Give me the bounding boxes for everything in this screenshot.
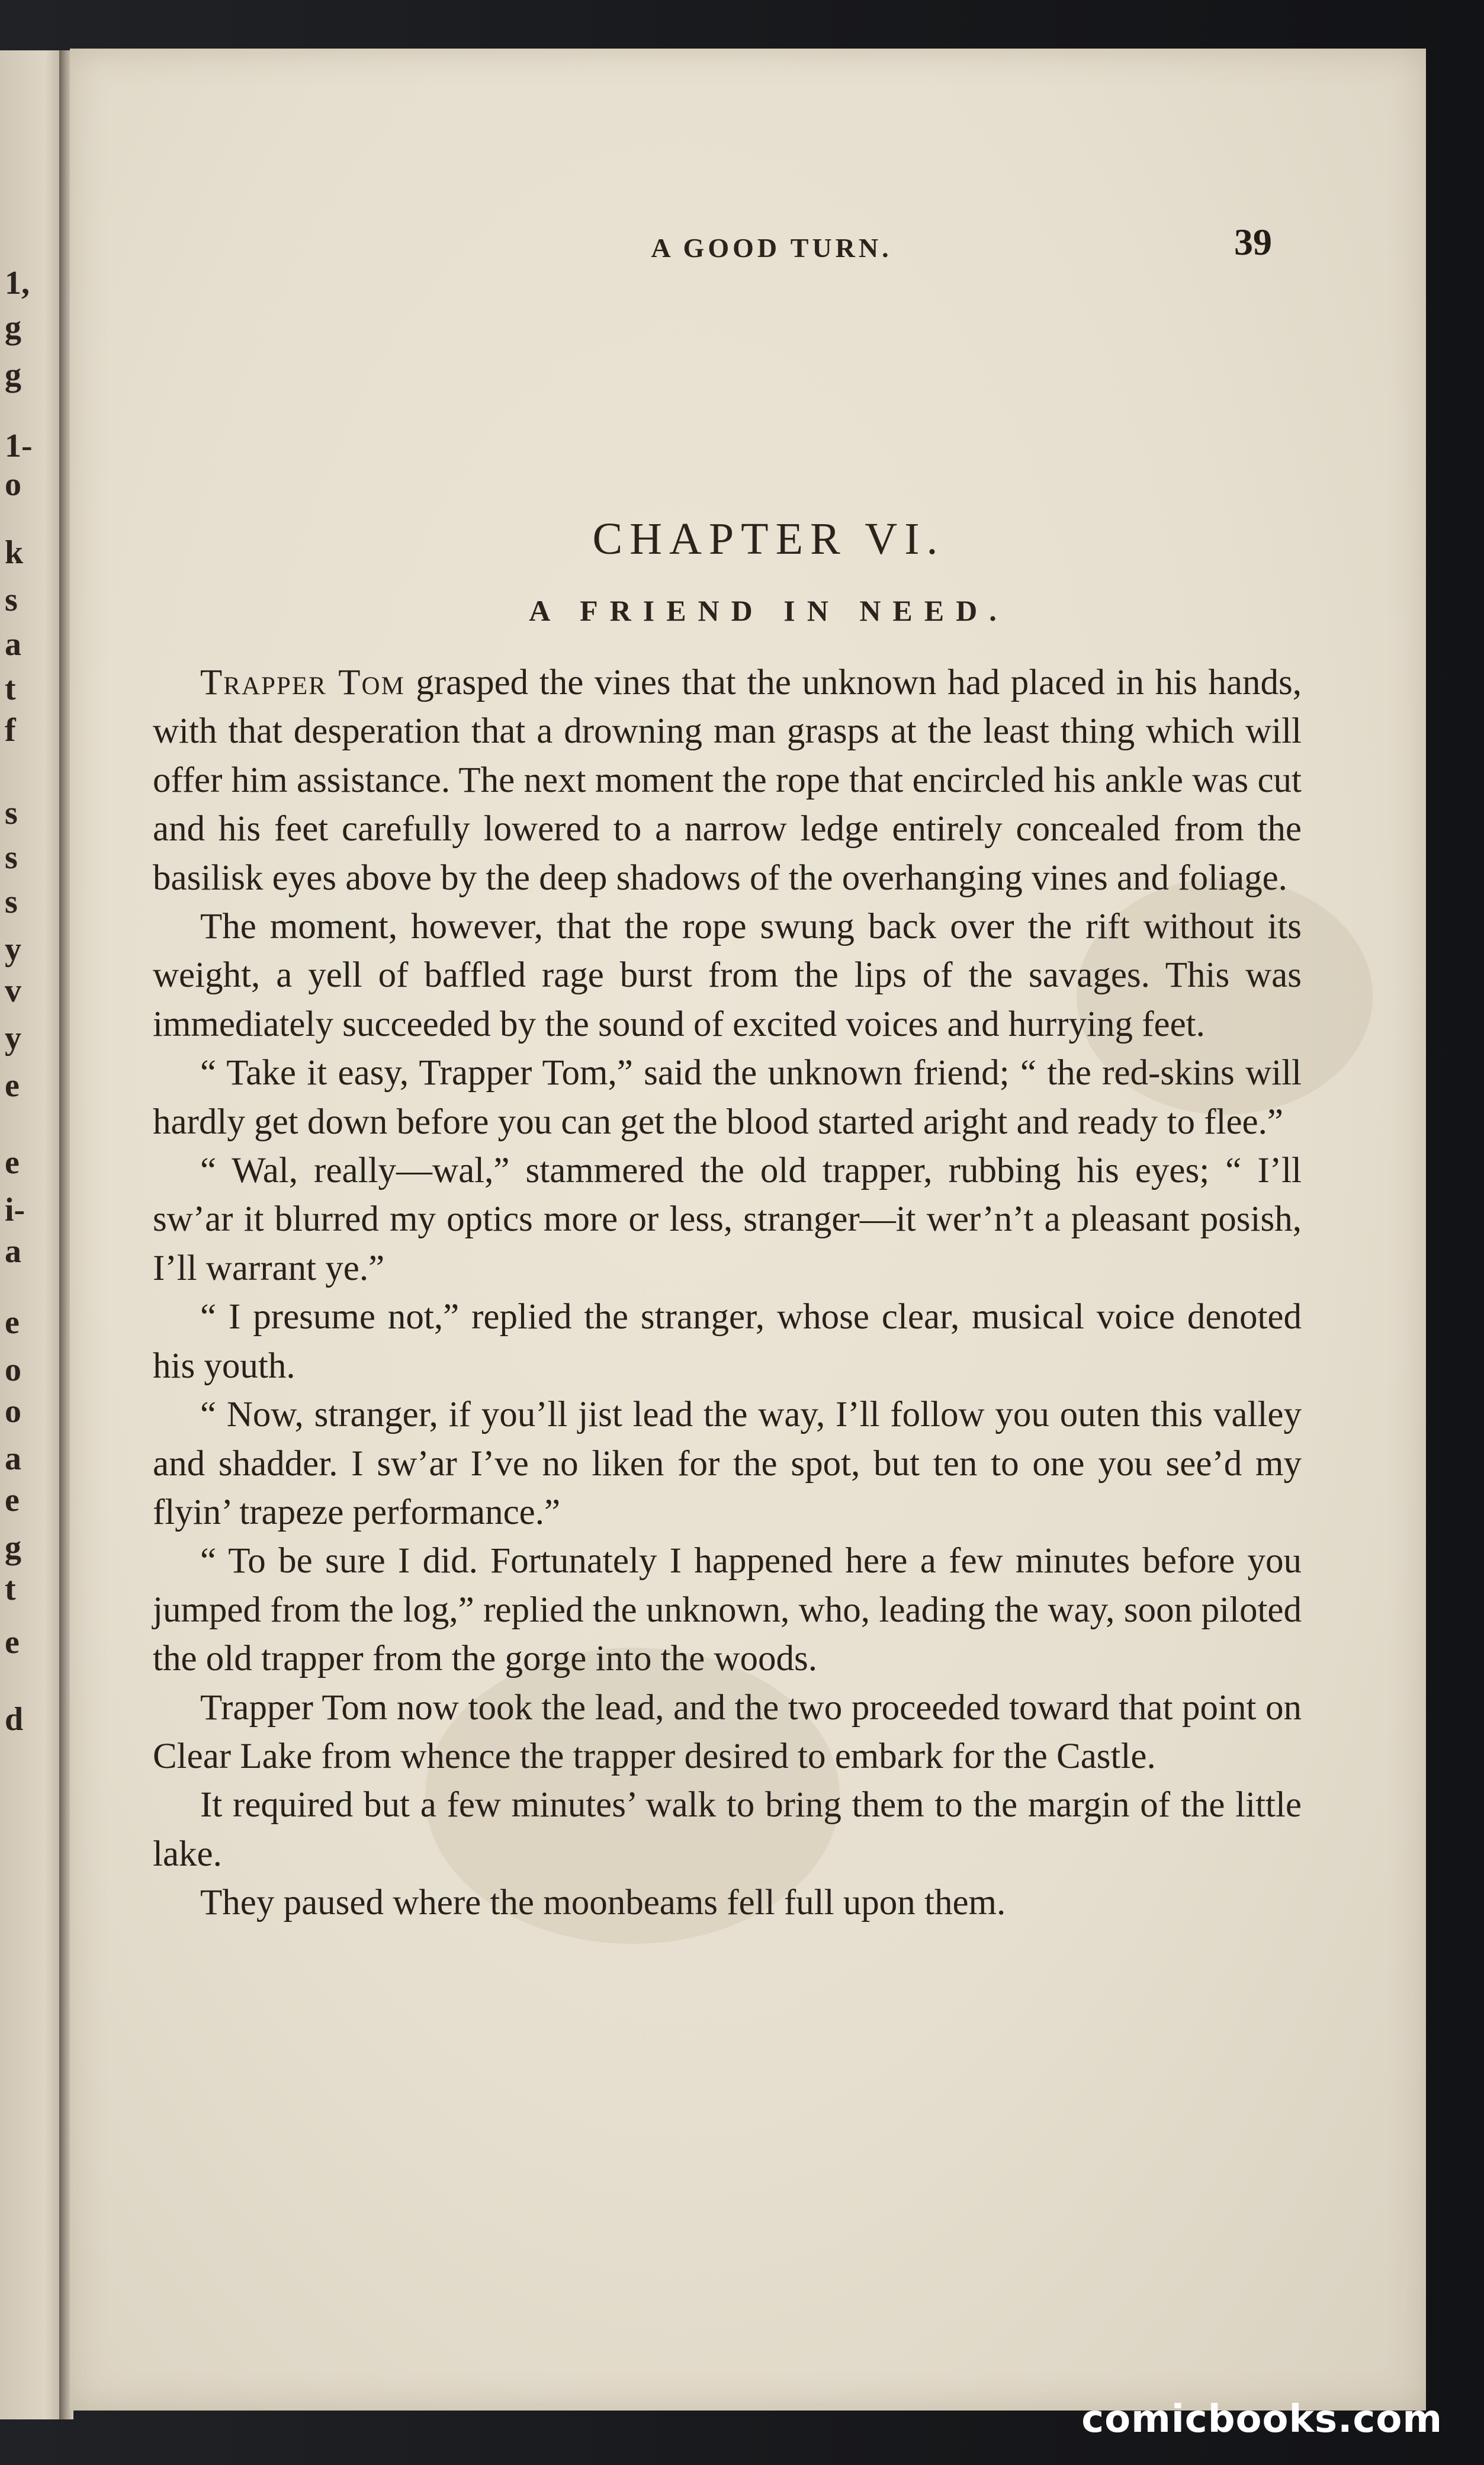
paragraph xyxy=(153,1147,1302,1293)
facing-page-letter: 1, xyxy=(5,265,30,301)
chapter-title: CHAPTER VI. xyxy=(592,514,945,564)
paragraph-text: “ I presume not,” replied the stranger, whose clear, musical voice denoted his youth. xyxy=(153,1297,1302,1386)
facing-page-letter: f xyxy=(5,712,16,749)
paragraph xyxy=(153,1879,1302,1927)
watermark: comicbooks.com xyxy=(1081,2397,1443,2441)
facing-page-letter: o xyxy=(5,1352,21,1388)
paragraph xyxy=(153,1781,1302,1879)
facing-page-edge xyxy=(0,50,65,2419)
facing-page-letter: g xyxy=(5,1529,21,1566)
facing-page-letter: y xyxy=(5,931,21,968)
facing-page-letter: s xyxy=(5,795,18,832)
paragraph-text: “ Now, stranger, if you’ll jist lead the way, I’ll follow you outen this valley and shadder. I sw’ar I’ve no liken for the spot, but ten to one you see’d my flyin’ trapeze performance.” xyxy=(153,1395,1302,1532)
facing-page-letter: o xyxy=(5,1393,21,1430)
facing-page-letter: s xyxy=(5,839,18,876)
paragraph xyxy=(153,1537,1302,1683)
facing-page-letter: a xyxy=(5,626,21,663)
facing-page-letter: y xyxy=(5,1020,21,1057)
facing-page-letter: s xyxy=(5,582,18,618)
paragraph-text: The moment, however, that the rope swung back over the rift without its weight, a yell of baffled rage burst from the lips of the savages. This was immediately succeeded by the sound of excited voices and hurrying feet. xyxy=(153,907,1302,1044)
facing-page-letter: 1- xyxy=(5,428,33,464)
paragraph xyxy=(153,1049,1302,1147)
facing-page-letter: e xyxy=(5,1067,20,1104)
paragraph-text: grasped the vines that the unknown had placed in his hands, with that desperation that a drowning man grasps at the least thing which will offer him assistance. The next moment the rope that encircled his ankle was cut and his feet carefully lowered to a narrow ledge entirely concealed from the basilisk eyes above by the deep shadows of the overhanging vines and foliage. xyxy=(153,663,1302,898)
facing-page-letter: a xyxy=(5,1233,21,1270)
facing-page-letter: s xyxy=(5,884,18,920)
running-head: A GOOD TURN. xyxy=(651,233,892,263)
facing-page-letter: e xyxy=(5,1482,20,1519)
paragraph xyxy=(153,1684,1302,1782)
facing-page-letter: t xyxy=(5,1571,16,1607)
paragraph-text: “ Wal, really—wal,” stammered the old trapper, rubbing his eyes; “ I’ll sw’ar it blurred my optics more or less, stranger—it wer’n’t a pleasant posish, I’ll warrant ye.” xyxy=(153,1151,1302,1288)
facing-page-letter: d xyxy=(5,1701,24,1738)
paragraph-text: “ Take it easy, Trapper Tom,” said the unknown friend; “ the red-skins will hardly get down before you can get the blood started aright and ready to flee.” xyxy=(153,1053,1302,1142)
facing-page-letter: i- xyxy=(5,1192,25,1228)
body-text xyxy=(153,659,1302,1928)
paragraph xyxy=(153,1391,1302,1537)
page-number: 39 xyxy=(1234,221,1272,263)
facing-page-letter: v xyxy=(5,972,21,1009)
paragraph xyxy=(153,903,1302,1049)
facing-page-letter: k xyxy=(5,534,24,571)
paragraph-text: They paused where the moonbeams fell full upon them. xyxy=(200,1883,1006,1923)
facing-page-letter: g xyxy=(5,357,21,393)
facing-page-letter: e xyxy=(5,1144,20,1181)
chapter-subtitle: A FRIEND IN NEED. xyxy=(529,594,1008,627)
paragraph-text: It required but a few minutes’ walk to bring them to the margin of the little lake. xyxy=(153,1785,1302,1874)
facing-page-letter: e xyxy=(5,1304,20,1341)
facing-page-letter: o xyxy=(5,466,21,503)
facing-page-letter: g xyxy=(5,309,21,346)
facing-page-letter: a xyxy=(5,1440,21,1477)
facing-page-letter: e xyxy=(5,1624,20,1661)
book-page xyxy=(70,49,1426,2411)
paragraph-text: Trapper Tom now took the lead, and the two proceeded toward that point on Clear Lake from whence the trapper desired to embark for the Castle. xyxy=(153,1687,1302,1776)
paragraph-text: “ To be sure I did. Fortunately I happened here a few minutes before you jumped from the log,” replied the unknown, who, leading the way, soon piloted the old trapper from the gorge into the woods. xyxy=(153,1541,1302,1679)
paragraph xyxy=(153,1293,1302,1391)
paragraph xyxy=(153,659,1302,903)
facing-page-letter: t xyxy=(5,670,16,707)
paragraph-lead: Trapper Tom xyxy=(200,663,405,702)
